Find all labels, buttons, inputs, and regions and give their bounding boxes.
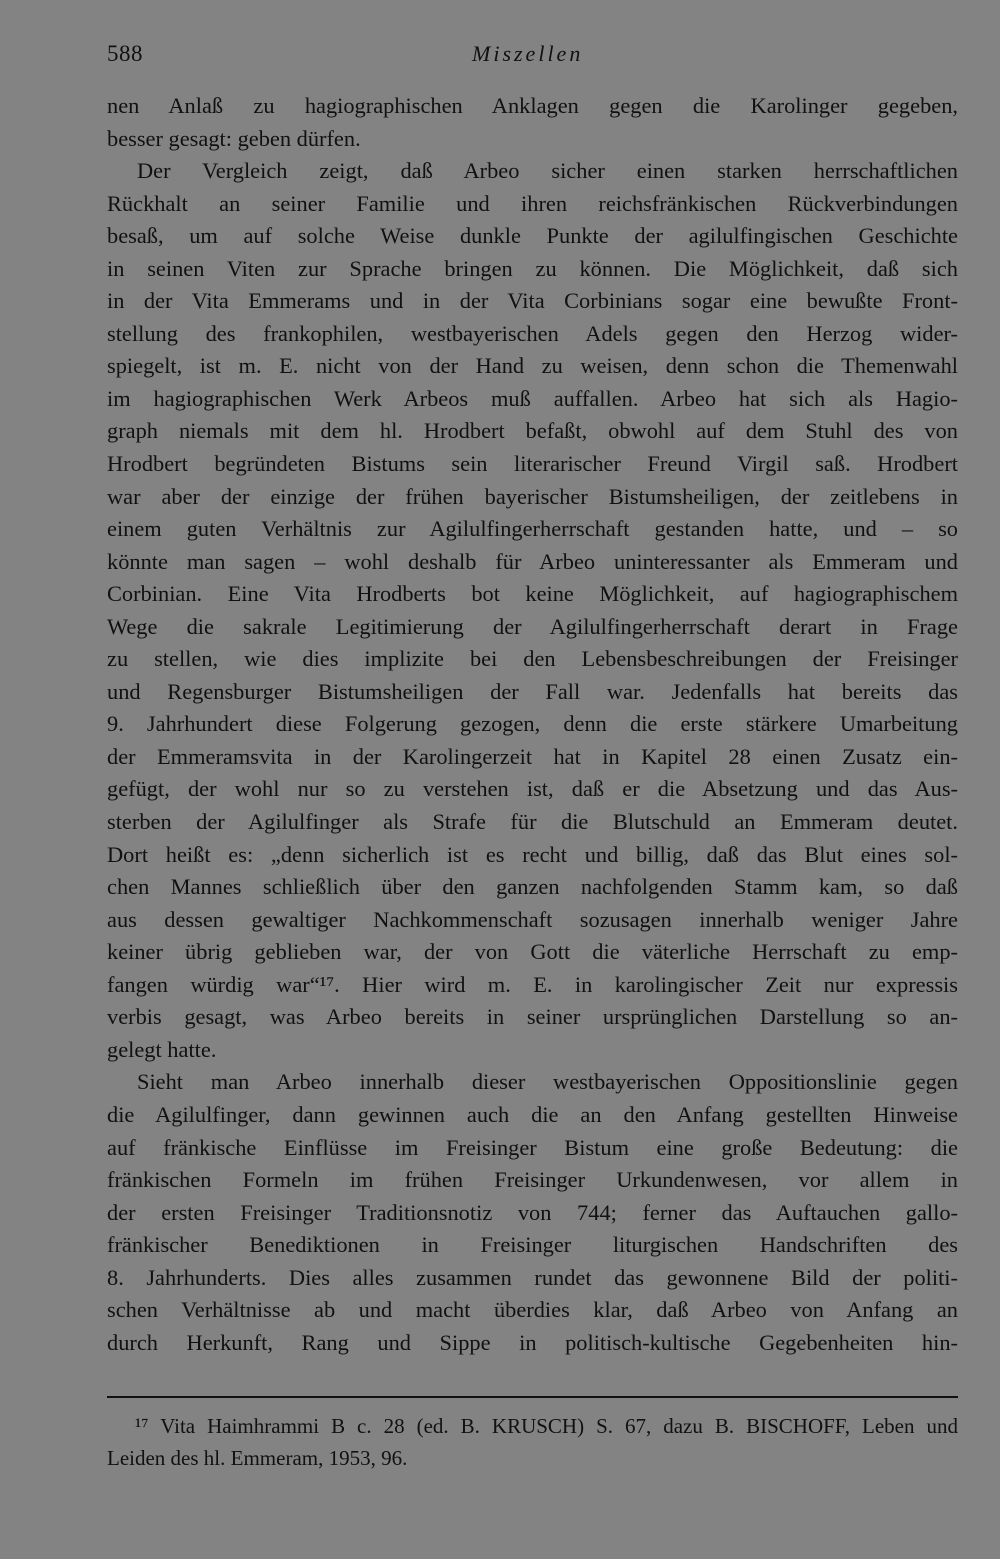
text-line: Dort heißt es: „denn sicherlich ist es recht und billig, daß das Blut eines sol- <box>107 841 958 867</box>
text-line: 9. Jahrhundert diese Folgerung gezogen, denn die erste stärkere Umarbeitung <box>107 711 958 737</box>
text-line: einem guten Verhältnis zur Agilulfingerherrschaft gestanden hatte, und – so <box>107 516 958 542</box>
text-line: gefügt, der wohl nur so zu verstehen ist, daß er die Absetzung und das Aus- <box>107 776 958 802</box>
text-line: fangen würdig war“¹⁷. Hier wird m. E. in karolingischer Zeit nur expressis <box>107 971 958 997</box>
footnote-line: ¹⁷ Vita Haimhrammi B c. 28 (ed. B. KRUSCH) S. 67, dazu B. BISCHOFF, Leben und <box>135 1414 958 1438</box>
text-line: der ersten Freisinger Traditionsnotiz von 744; ferner das Auftauchen gallo- <box>107 1199 958 1225</box>
text-line: Rückhalt an seiner Familie und ihren reichsfränkischen Rückverbindungen <box>107 190 958 216</box>
running-head <box>107 36 957 76</box>
text-line: in seinen Viten zur Sprache bringen zu können. Die Möglichkeit, daß sich <box>107 255 958 281</box>
text-line: besser gesagt: geben dürfen. <box>107 125 361 151</box>
text-line: Hrodbert begründeten Bistums sein literarischer Freund Virgil saß. Hrodbert <box>107 451 958 477</box>
text-line: Wege die sakrale Legitimierung der Agilulfingerherrschaft derart in Frage <box>107 613 958 639</box>
running-title: Miszellen <box>472 41 584 66</box>
text-line: stellung des frankophilen, westbayerischen Adels gegen den Herzog wider- <box>107 320 958 346</box>
footnotes <box>107 1410 958 1474</box>
text-line: zu stellen, wie dies implizite bei den Lebensbeschreibungen der Freisinger <box>107 646 958 672</box>
text-line: die Agilulfinger, dann gewinnen auch die an den Anfang gestellten Hinweise <box>107 1101 958 1127</box>
text-line: könnte man sagen – wohl deshalb für Arbeo uninteressanter als Emmeram und <box>107 548 958 574</box>
text-line: chen Mannes schließlich über den ganzen nachfolgenden Stamm kam, so daß <box>107 874 958 900</box>
text-line: Corbinian. Eine Vita Hrodberts bot keine Möglichkeit, auf hagiographischem <box>107 581 958 607</box>
text-line: graph niemals mit dem hl. Hrodbert befaßt, obwohl auf dem Stuhl des von <box>107 418 958 444</box>
text-line: nen Anlaß zu hagiographischen Anklagen gegen die Karolinger gegeben, <box>107 93 958 118</box>
text-line: sterben der Agilulfinger als Strafe für die Blutschuld an Emmeram deutet. <box>107 809 958 835</box>
text-line: keiner übrig geblieben war, der von Gott die väterliche Herrschaft zu emp- <box>107 939 958 965</box>
text-line: und Regensburger Bistumsheiligen der Fall war. Jedenfalls hat bereits das <box>107 678 958 704</box>
text-line: 8. Jahrhunderts. Dies alles zusammen rundet das gewonnene Bild der politi- <box>107 1264 958 1290</box>
body-text <box>107 90 958 1359</box>
text-line: spiegelt, ist m. E. nicht von der Hand zu weisen, denn schon die Themenwahl <box>107 353 958 379</box>
text-line: gelegt hatte. <box>107 1036 217 1062</box>
text-line: der Emmeramsvita in der Karolingerzeit hat in Kapitel 28 einen Zusatz ein- <box>107 743 958 769</box>
text-line: besaß, um auf solche Weise dunkle Punkte der agilulfingischen Geschichte <box>107 223 958 249</box>
text-line: aus dessen gewaltiger Nachkommenschaft sozusagen innerhalb weniger Jahre <box>107 906 958 932</box>
text-line: durch Herkunft, Rang und Sippe in politisch-kultische Gegebenheiten hin- <box>107 1329 958 1355</box>
paragraph-start-line: Der Vergleich zeigt, daß Arbeo sicher einen starken herrschaftlichen <box>137 158 958 184</box>
footnote-line: Leiden des hl. Emmeram, 1953, 96. <box>107 1446 408 1470</box>
paragraph-start-line: Sieht man Arbeo innerhalb dieser westbayerischen Oppositionslinie gegen <box>137 1069 958 1095</box>
text-line: auf fränkische Einflüsse im Freisinger Bistum eine große Bedeutung: die <box>107 1134 958 1160</box>
text-line: fränkischen Formeln im frühen Freisinger Urkundenwesen, vor allem in <box>107 1167 958 1193</box>
footnote-divider <box>107 1396 958 1398</box>
text-line: fränkischer Benediktionen in Freisinger liturgischen Handschriften des <box>107 1232 958 1258</box>
page-number: 588 <box>107 41 143 66</box>
text-line: schen Verhältnisse ab und macht überdies klar, daß Arbeo von Anfang an <box>107 1297 958 1323</box>
text-line: im hagiographischen Werk Arbeos muß auffallen. Arbeo hat sich als Hagio- <box>107 385 958 411</box>
text-line: verbis gesagt, was Arbeo bereits in seiner ursprünglichen Darstellung so an- <box>107 1004 958 1030</box>
text-line: in der Vita Emmerams und in der Vita Corbinians sogar eine bewußte Front- <box>107 288 958 314</box>
text-line: war aber der einzige der frühen bayerischer Bistumsheiligen, der zeitlebens in <box>107 483 958 509</box>
